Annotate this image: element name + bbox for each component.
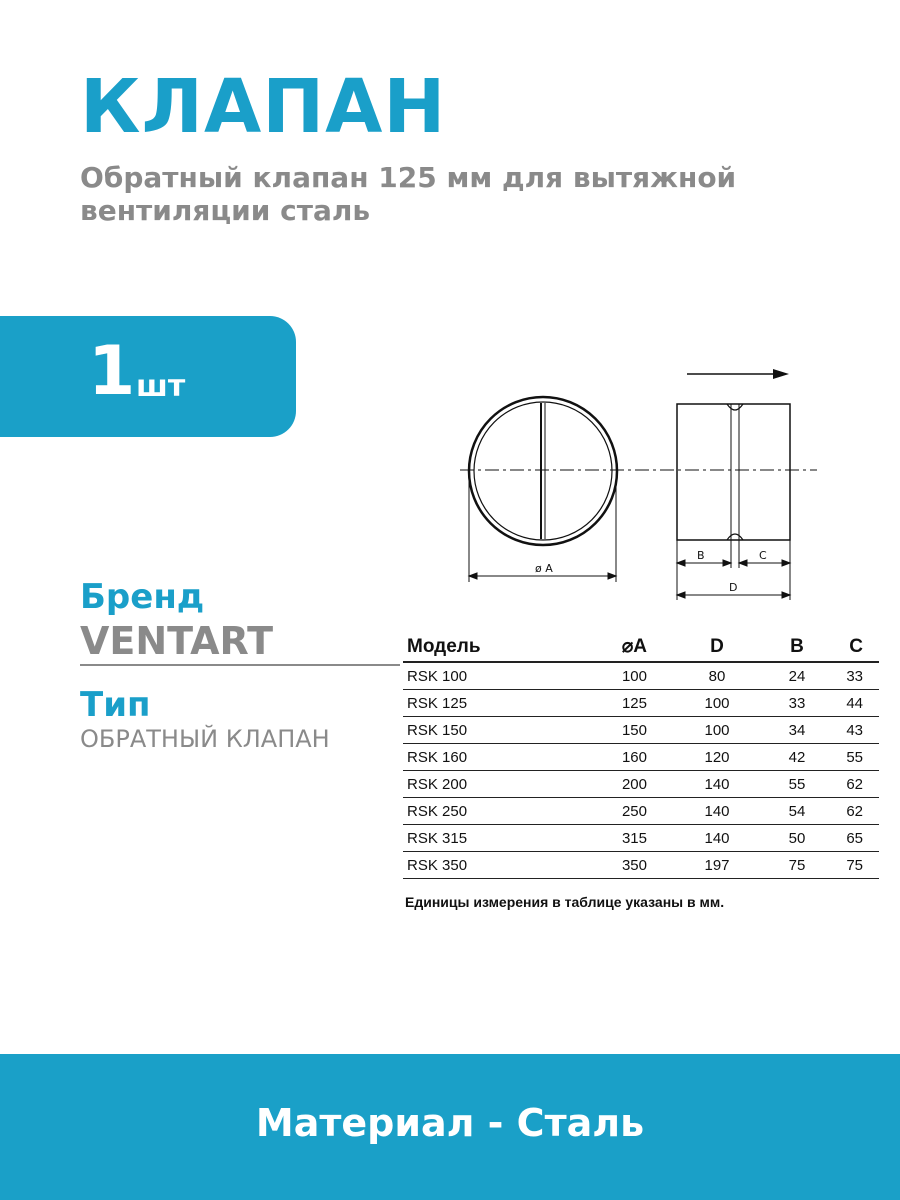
- table-row: [403, 771, 879, 798]
- page-title: КЛАПАН: [80, 64, 447, 150]
- cell-b: 24: [757, 662, 837, 690]
- dimension-a-label: ø A: [535, 562, 553, 575]
- dimension-d-label: D: [729, 581, 738, 594]
- cell-d: 140: [677, 771, 757, 798]
- cell-b: 42: [757, 744, 837, 771]
- quantity-number: 1: [88, 332, 136, 411]
- material-label: Материал - Сталь: [255, 1101, 645, 1145]
- table-row: [403, 744, 879, 771]
- header-b: B: [757, 632, 837, 662]
- table-row: [403, 852, 879, 879]
- cell-b: 50: [757, 825, 837, 852]
- divider-line: [80, 664, 400, 666]
- cell-a: 200: [577, 771, 677, 798]
- cell-c: 62: [837, 771, 879, 798]
- front-view: [469, 397, 617, 545]
- table-row: [403, 717, 879, 744]
- header-a: ⌀A: [577, 632, 677, 662]
- cell-d: 100: [677, 717, 757, 744]
- cell-model: RSK 250: [403, 798, 577, 825]
- table-row: [403, 690, 879, 717]
- cell-b: 55: [757, 771, 837, 798]
- cell-a: 350: [577, 852, 677, 879]
- cell-model: RSK 200: [403, 771, 577, 798]
- cell-c: 33: [837, 662, 879, 690]
- type-label: Тип: [80, 685, 151, 725]
- valve-diagram: [455, 358, 835, 608]
- cell-a: 125: [577, 690, 677, 717]
- cell-d: 80: [677, 662, 757, 690]
- dimensions-table: [403, 632, 879, 879]
- cell-c: 65: [837, 825, 879, 852]
- cell-b: 34: [757, 717, 837, 744]
- brand-value: VENTART: [80, 619, 274, 663]
- cell-c: 44: [837, 690, 879, 717]
- header-c: C: [837, 632, 879, 662]
- table-units-note: Единицы измерения в таблице указаны в мм.: [405, 894, 725, 910]
- cell-b: 75: [757, 852, 837, 879]
- cell-c: 75: [837, 852, 879, 879]
- cell-a: 160: [577, 744, 677, 771]
- header-model: Модель: [403, 632, 577, 662]
- cell-model: RSK 350: [403, 852, 577, 879]
- cell-c: 55: [837, 744, 879, 771]
- cell-model: RSK 100: [403, 662, 577, 690]
- cell-d: 140: [677, 825, 757, 852]
- flow-direction-arrow: [687, 369, 789, 379]
- cell-d: 140: [677, 798, 757, 825]
- cell-d: 197: [677, 852, 757, 879]
- table-header-row: [403, 632, 879, 662]
- cell-model: RSK 160: [403, 744, 577, 771]
- cell-d: 100: [677, 690, 757, 717]
- cell-a: 100: [577, 662, 677, 690]
- cell-model: RSK 125: [403, 690, 577, 717]
- cell-c: 62: [837, 798, 879, 825]
- type-value: ОБРАТНЫЙ КЛАПАН: [80, 725, 330, 753]
- table-row: [403, 798, 879, 825]
- dimension-c-label: C: [759, 549, 767, 562]
- table-row: [403, 825, 879, 852]
- product-subtitle: Обратный клапан 125 мм для вытяжной вентиляции сталь: [80, 161, 737, 227]
- side-view: [677, 404, 790, 540]
- brand-label: Бренд: [80, 577, 205, 617]
- cell-model: RSK 315: [403, 825, 577, 852]
- table-row: [403, 662, 879, 690]
- quantity-unit: шт: [136, 369, 186, 404]
- cell-model: RSK 150: [403, 717, 577, 744]
- cell-c: 43: [837, 717, 879, 744]
- header-d: D: [677, 632, 757, 662]
- cell-d: 120: [677, 744, 757, 771]
- cell-a: 250: [577, 798, 677, 825]
- cell-a: 315: [577, 825, 677, 852]
- cell-b: 54: [757, 798, 837, 825]
- cell-a: 150: [577, 717, 677, 744]
- dimension-b-label: B: [697, 549, 705, 562]
- cell-b: 33: [757, 690, 837, 717]
